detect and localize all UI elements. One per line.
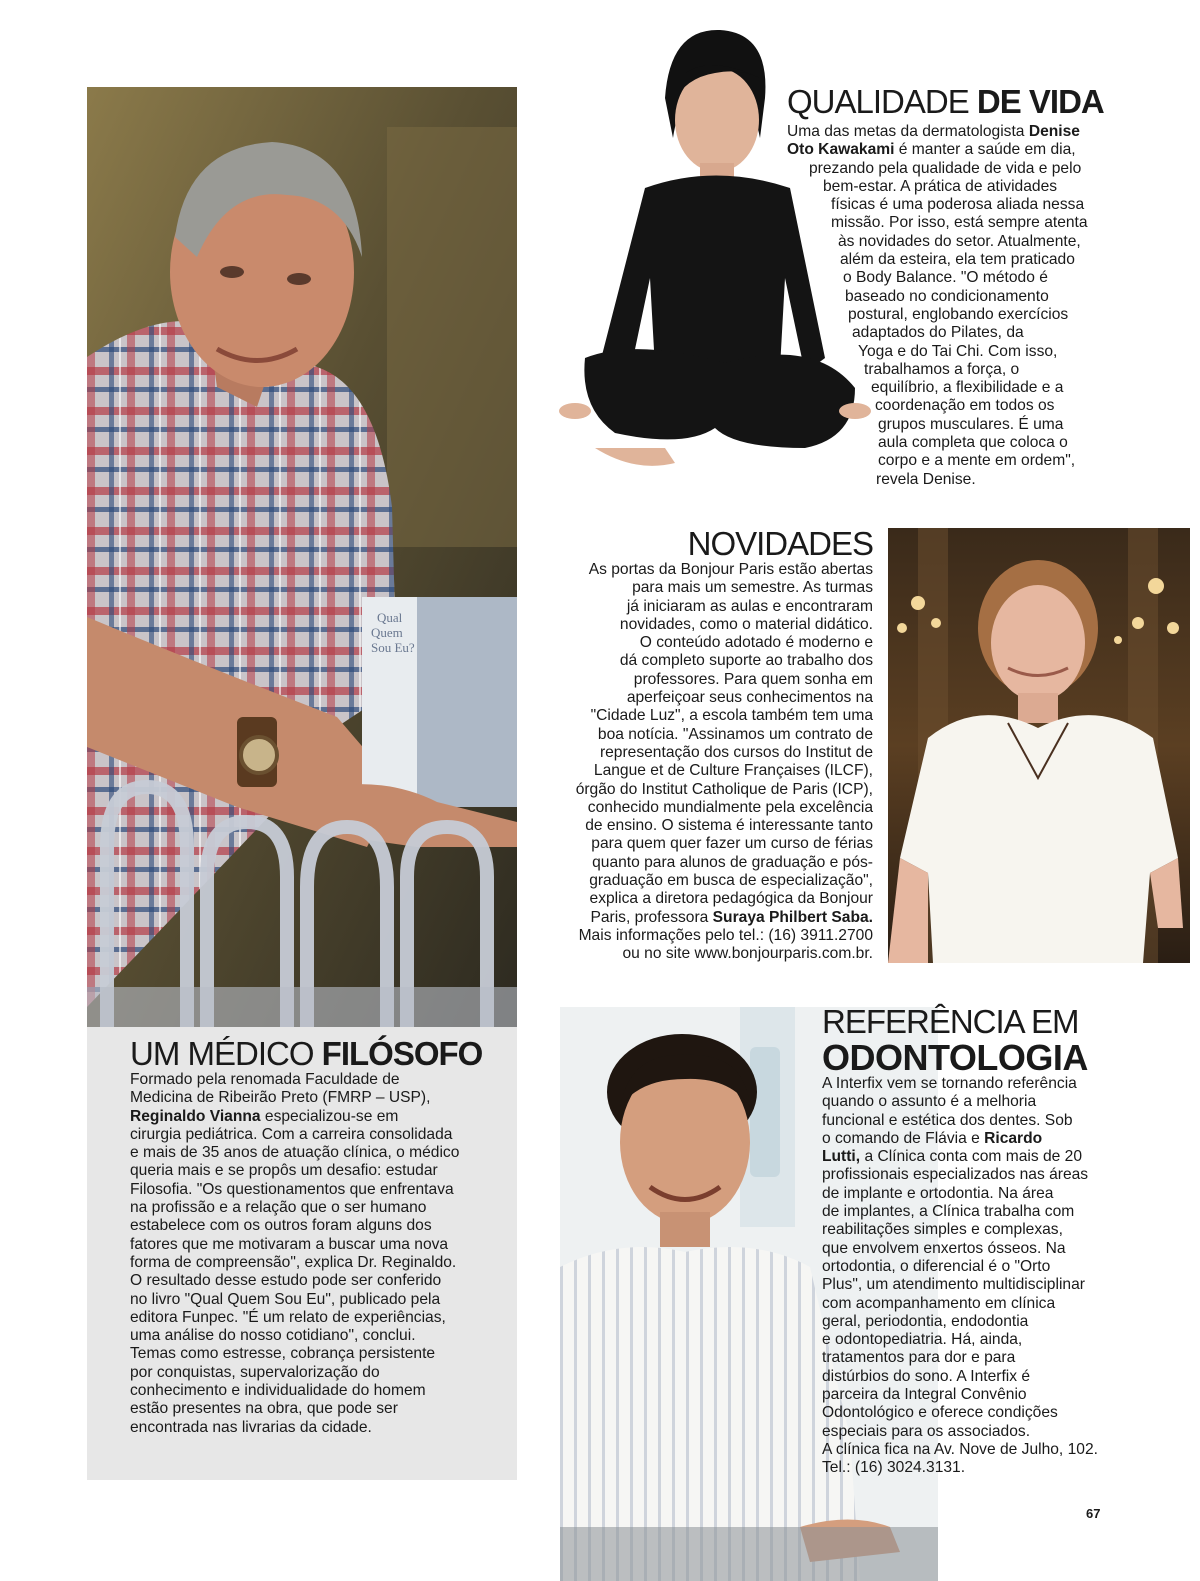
text-line — [822, 1166, 1112, 1184]
text-run: ou no site www.bonjourparis.com.br. — [622, 945, 873, 963]
heading-light: UM MÉDICO — [130, 1035, 314, 1072]
text-run: Medicina de Ribeirão Preto (FMRP – USP), — [130, 1089, 431, 1107]
text-run: é manter a saúde em dia, — [894, 141, 1076, 159]
text-run: explica a diretora pedagógica da Bonjour — [589, 890, 873, 908]
text-run: que envolvem enxertos ósseos. Na — [822, 1239, 1066, 1257]
text-run: revela Denise. — [876, 470, 976, 488]
text-run: a Clínica conta com mais de 20 — [860, 1148, 1082, 1166]
text-line — [822, 1276, 1112, 1294]
text-run: O conteúdo adotado é moderno e — [639, 634, 873, 652]
text-line — [822, 1313, 1112, 1331]
text-line — [560, 945, 873, 963]
text-line — [130, 1254, 510, 1272]
text-run: coordenação em todos os — [875, 397, 1055, 415]
text-run: reabilitações simples e complexas, — [822, 1221, 1063, 1239]
text-line — [130, 1327, 510, 1345]
heading-light: NOVIDADES — [687, 525, 873, 562]
text-run: trabalhamos a força, o — [864, 360, 1020, 378]
text-run: funcional e estética dos dentes. Sob — [822, 1111, 1073, 1129]
text-run: A Interfix vem se tornando referência — [822, 1075, 1077, 1092]
text-line — [787, 178, 1117, 196]
text-run: na profissão e a relação que o ser humano — [130, 1199, 427, 1217]
book-title-line-3: Sou Eu? — [371, 640, 415, 655]
text-run: queria mais e se propôs um desafio: estudar — [130, 1162, 438, 1180]
text-line — [560, 689, 873, 707]
text-run: para mais um semestre. As turmas — [632, 579, 873, 597]
text-line — [822, 1258, 1112, 1276]
text-run: equilíbrio, a flexibilidade e a — [871, 379, 1064, 397]
text-run: Mais informações pelo tel.: (16) 3911.2700 — [578, 926, 873, 944]
text-line — [822, 1295, 1112, 1313]
book-title-line-2: Quem — [371, 625, 403, 640]
text-line — [787, 160, 1117, 178]
text-line — [560, 909, 873, 927]
text-line — [822, 1423, 1112, 1441]
text-line — [130, 1071, 510, 1089]
text-line — [787, 471, 1117, 489]
text-run: conhecido mundialmente pela excelência — [587, 798, 873, 816]
heading-light: QUALIDADE — [787, 83, 969, 120]
text-line — [130, 1419, 510, 1437]
text-run: o Body Balance. "O método é — [843, 269, 1048, 287]
text-line — [560, 671, 873, 689]
text-run: às novidades do setor. Atualmente, — [838, 232, 1081, 250]
text-run: forma de compreensão", explica Dr. Reginaldo. — [130, 1253, 457, 1271]
text-line — [787, 343, 1117, 361]
text-run: além da esteira, ela tem praticado — [840, 251, 1075, 269]
heading-novidades — [560, 527, 873, 561]
text-run: quando o assunto é a melhoria — [822, 1093, 1037, 1111]
text-run: parceira da Integral Convênio — [822, 1386, 1027, 1404]
text-line — [130, 1236, 510, 1254]
article-body — [822, 1075, 1112, 1478]
text-line — [822, 1459, 1112, 1477]
text-run: Langue et de Culture Françaises (ILCF), — [593, 762, 873, 780]
text-run: o comando de Flávia e — [822, 1129, 985, 1147]
text-run: Formado pela renomada Faculdade de — [130, 1071, 400, 1088]
text-line — [822, 1404, 1112, 1422]
text-run: especiais para os associados. — [822, 1422, 1031, 1440]
text-run: graduação em busca de especialização", — [589, 872, 873, 890]
text-run: cirurgia pediátrica. Com a carreira consolidada — [130, 1125, 453, 1143]
text-run: "Cidade Luz", a escola também tem uma — [590, 707, 873, 725]
text-line — [130, 1199, 510, 1217]
article-body — [130, 1071, 510, 1437]
text-run: e mais de 35 anos de atuação clínica, o médico — [130, 1144, 460, 1162]
text-line — [130, 1345, 510, 1363]
text-line — [560, 854, 873, 872]
text-line — [560, 744, 873, 762]
text-line — [822, 1093, 1112, 1111]
text-run: Paris, professora — [590, 908, 713, 926]
text-run: grupos musculares. É uma — [878, 415, 1064, 433]
text-line — [787, 434, 1117, 452]
text-line — [560, 817, 873, 835]
text-run: uma análise do nosso cotidiano", conclui. — [130, 1327, 416, 1345]
text-line — [822, 1185, 1112, 1203]
text-run: Uma das metas da dermatologista — [787, 123, 1029, 140]
text-run: bem-estar. A prática de atividades — [823, 177, 1058, 195]
text-line — [130, 1181, 510, 1199]
text-run: quanto para alunos de graduação e pós- — [592, 853, 873, 871]
text-line — [787, 397, 1117, 415]
text-run: A clínica fica na Av. Nove de Julho, 102. — [822, 1440, 1098, 1458]
text-line — [787, 196, 1117, 214]
text-run: distúrbios do sono. A Interfix é — [822, 1367, 1031, 1385]
text-run-bold: Lutti, — [822, 1148, 861, 1166]
text-line — [822, 1240, 1112, 1258]
heading-um-medico-filosofo — [130, 1037, 510, 1071]
text-line — [130, 1400, 510, 1418]
text-run: geral, periodontia, endodontia — [822, 1312, 1029, 1330]
text-run: dá completo suporte ao trabalho dos — [619, 652, 873, 670]
text-run: estão presentes na obra, que pode ser — [130, 1400, 398, 1418]
text-line — [130, 1162, 510, 1180]
text-line — [787, 269, 1117, 287]
text-line — [787, 379, 1117, 397]
text-line — [822, 1130, 1112, 1148]
text-line — [130, 1291, 510, 1309]
text-line — [560, 890, 873, 908]
text-line — [822, 1221, 1112, 1239]
photo-suraya-philbert-saba — [888, 528, 1190, 963]
text-run: representação dos cursos do Institut de — [599, 743, 873, 761]
text-line — [822, 1075, 1112, 1093]
text-run: Temas como estresse, cobrança persistente — [130, 1345, 436, 1363]
heading-qualidade-de-vida — [787, 85, 1117, 119]
text-line — [787, 306, 1117, 324]
text-run: aperfeiçoar seus conhecimentos na — [626, 689, 873, 707]
text-line — [560, 799, 873, 817]
text-line — [822, 1331, 1112, 1349]
text-line — [560, 634, 873, 652]
text-run: estabelece com os outros foram alguns dos — [130, 1217, 432, 1235]
text-line — [787, 361, 1117, 379]
text-line — [560, 726, 873, 744]
text-line — [560, 579, 873, 597]
article-body — [787, 123, 1117, 489]
text-line — [787, 141, 1117, 159]
text-run: encontrada nas livrarias da cidade. — [130, 1418, 372, 1436]
text-run: As portas da Bonjour Paris estão abertas — [588, 561, 873, 578]
text-run: e odontopediatria. Há, ainda, — [822, 1331, 1023, 1349]
heading-line-1: REFERÊNCIA EM — [822, 1003, 1079, 1040]
article-qualidade-de-vida — [787, 85, 1117, 489]
text-run: missão. Por isso, está sempre atenta — [831, 214, 1088, 232]
text-line — [787, 233, 1117, 251]
article-um-medico-filosofo — [130, 1037, 510, 1437]
text-line — [560, 872, 873, 890]
text-run-bold: Denise — [1028, 123, 1080, 140]
text-line — [822, 1112, 1112, 1130]
book-cover — [362, 597, 517, 807]
text-run-bold: Suraya Philbert Saba. — [712, 908, 873, 926]
text-run: aula completa que coloca o — [878, 434, 1068, 452]
text-run: físicas é uma poderosa aliada nessa — [831, 196, 1085, 214]
text-line — [560, 652, 873, 670]
text-run: já iniciaram as aulas e encontraram — [626, 597, 873, 615]
text-run: prezando pela qualidade de vida e pelo — [809, 159, 1082, 177]
text-run: especializou-se em — [260, 1107, 399, 1125]
text-run-bold: Reginaldo Vianna — [130, 1107, 261, 1125]
text-line — [787, 214, 1117, 232]
text-line — [560, 835, 873, 853]
text-run: Filosofia. "Os questionamentos que enfrentava — [130, 1180, 454, 1198]
text-line — [130, 1217, 510, 1235]
text-run: Tel.: (16) 3024.3131. — [822, 1459, 966, 1477]
text-line — [130, 1108, 510, 1126]
text-line — [822, 1368, 1112, 1386]
text-run: professores. Para quem sonha em — [633, 670, 873, 688]
text-line — [787, 452, 1117, 470]
text-run: Odontológico e oferece condições — [822, 1404, 1058, 1422]
text-line — [787, 123, 1117, 141]
text-run: no livro "Qual Quem Sou Eu", publicado pela — [130, 1290, 441, 1308]
text-line — [822, 1203, 1112, 1221]
text-line — [787, 324, 1117, 342]
text-line — [560, 598, 873, 616]
text-run: fatores que me motivaram a buscar uma nova — [130, 1235, 449, 1253]
text-run: para quem quer fazer um curso de férias — [591, 835, 873, 853]
text-line — [130, 1272, 510, 1290]
text-run: conhecimento e individualidade do homem — [130, 1382, 426, 1400]
text-line — [130, 1364, 510, 1382]
text-line — [560, 616, 873, 634]
text-line — [560, 762, 873, 780]
text-run: Yoga e do Tai Chi. Com isso, — [858, 342, 1058, 360]
text-run: O resultado desse estudo pode ser conferido — [130, 1272, 442, 1290]
text-run: de implantes, a Clínica trabalha com — [822, 1203, 1075, 1221]
text-line — [560, 927, 873, 945]
heading-line-2: ODONTOLOGIA — [822, 1037, 1088, 1078]
text-line — [822, 1148, 1112, 1166]
text-line — [560, 781, 873, 799]
text-line — [822, 1441, 1112, 1459]
heading-referencia-em-odontologia — [822, 1003, 1112, 1078]
article-referencia-em-odontologia — [822, 1005, 1112, 1478]
text-run-bold: Ricardo — [984, 1129, 1043, 1147]
text-line — [787, 288, 1117, 306]
text-run: com acompanhamento em clínica — [822, 1294, 1056, 1312]
photo-reginaldo-vianna — [87, 87, 517, 1027]
text-run: órgão do Institut Catholique de Paris (ICP), — [575, 780, 873, 798]
text-line — [560, 707, 873, 725]
text-line — [130, 1382, 510, 1400]
text-run: Plus", um atendimento multidisciplinar — [822, 1276, 1085, 1294]
article-novidades — [560, 527, 873, 964]
text-run: baseado no condicionamento — [845, 287, 1049, 305]
text-line — [822, 1386, 1112, 1404]
text-run: por conquistas, supervalorização do — [130, 1363, 380, 1381]
text-run: tratamentos para dor e para — [822, 1349, 1016, 1367]
text-run: de implante e ortodontia. Na área — [822, 1184, 1054, 1202]
text-run: profissionais especializados nas áreas — [822, 1166, 1089, 1184]
book-title-line-1: Qual — [377, 610, 403, 625]
text-run: postural, englobando exercícios — [848, 305, 1069, 323]
text-run: de ensino. O sistema é interessante tanto — [585, 817, 873, 835]
text-run: boa notícia. "Assinamos um contrato de — [597, 725, 873, 743]
text-run: novidades, como o material didático. — [619, 615, 873, 633]
text-line — [560, 561, 873, 579]
article-body — [560, 561, 873, 964]
text-line — [130, 1144, 510, 1162]
text-line — [822, 1349, 1112, 1367]
page-number: 67 — [1086, 1506, 1101, 1521]
text-line — [787, 251, 1117, 269]
heading-bold: FILÓSOFO — [321, 1035, 483, 1072]
text-run: adaptados do Pilates, da — [852, 324, 1024, 342]
text-run: editora Funpec. "É um relato de experiências, — [130, 1308, 446, 1326]
heading-bold: DE VIDA — [976, 83, 1104, 120]
text-line — [130, 1089, 510, 1107]
text-line — [787, 416, 1117, 434]
text-run-bold: Oto Kawakami — [787, 141, 895, 159]
text-run: ortodontia, o diferencial é o "Orto — [822, 1257, 1051, 1275]
text-line — [130, 1126, 510, 1144]
text-run: corpo e a mente em ordem", — [878, 452, 1076, 470]
text-line — [130, 1309, 510, 1327]
